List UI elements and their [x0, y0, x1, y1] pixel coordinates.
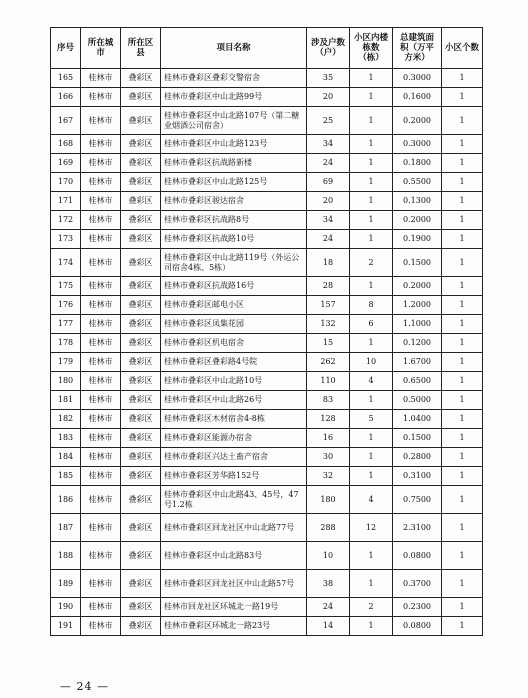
cell-community-count: 1 — [442, 542, 483, 570]
cell-district: 叠彩区 — [121, 372, 161, 391]
cell-households: 69 — [307, 173, 350, 192]
cell-area: 0.1500 — [393, 429, 442, 448]
cell-project-name: 桂林市叠彩区中山北路43、45号，47号1.2栋 — [161, 486, 307, 514]
header-index: 序号 — [51, 28, 81, 69]
cell-buildings: 1 — [350, 135, 393, 154]
header-community-count: 小区个数 — [442, 28, 483, 69]
table-row — [51, 192, 483, 211]
cell-buildings: 4 — [350, 486, 393, 514]
cell-area: 0.6500 — [393, 372, 442, 391]
cell-district: 叠彩区 — [121, 135, 161, 154]
cell-district: 叠彩区 — [121, 192, 161, 211]
cell-community-count: 1 — [442, 296, 483, 315]
cell-households: 24 — [307, 154, 350, 173]
cell-buildings: 1 — [350, 230, 393, 249]
table-row — [51, 617, 483, 636]
cell-index: 183 — [51, 429, 81, 448]
cell-index: 173 — [51, 230, 81, 249]
cell-city: 桂林市 — [81, 429, 121, 448]
cell-area: 0.2000 — [393, 277, 442, 296]
table-row — [51, 467, 483, 486]
cell-community-count: 1 — [442, 448, 483, 467]
cell-community-count: 1 — [442, 334, 483, 353]
cell-households: 180 — [307, 486, 350, 514]
table-row — [51, 211, 483, 230]
cell-city: 桂林市 — [81, 296, 121, 315]
cell-city: 桂林市 — [81, 570, 121, 598]
cell-district: 叠彩区 — [121, 154, 161, 173]
cell-index: 189 — [51, 570, 81, 598]
cell-district: 叠彩区 — [121, 296, 161, 315]
cell-project-name: 桂林市叠彩区能源办宿舍 — [161, 429, 307, 448]
cell-index: 186 — [51, 486, 81, 514]
cell-households: 24 — [307, 230, 350, 249]
cell-project-name: 桂林市叠彩区回龙社区中山北路57号 — [161, 570, 307, 598]
cell-area: 0.3000 — [393, 135, 442, 154]
cell-district: 叠彩区 — [121, 514, 161, 542]
table-row — [51, 448, 483, 467]
table-row — [51, 107, 483, 135]
cell-district: 叠彩区 — [121, 107, 161, 135]
cell-city: 桂林市 — [81, 486, 121, 514]
cell-area: 1.2000 — [393, 296, 442, 315]
cell-index: 179 — [51, 353, 81, 372]
cell-area: 0.1900 — [393, 230, 442, 249]
cell-index: 190 — [51, 598, 81, 617]
cell-area: 1.0400 — [393, 410, 442, 429]
cell-index: 170 — [51, 173, 81, 192]
cell-community-count: 1 — [442, 135, 483, 154]
cell-district: 叠彩区 — [121, 211, 161, 230]
cell-city: 桂林市 — [81, 391, 121, 410]
cell-buildings: 2 — [350, 598, 393, 617]
cell-project-name: 桂林市叠彩区中山北路123号 — [161, 135, 307, 154]
cell-community-count: 1 — [442, 315, 483, 334]
cell-community-count: 1 — [442, 570, 483, 598]
cell-buildings: 1 — [350, 69, 393, 88]
cell-community-count: 1 — [442, 467, 483, 486]
cell-project-name: 桂林市叠彩区芳华路152号 — [161, 467, 307, 486]
cell-city: 桂林市 — [81, 249, 121, 277]
cell-project-name: 桂林市叠彩区叠彩交警宿舍 — [161, 69, 307, 88]
cell-community-count: 1 — [442, 391, 483, 410]
cell-area: 0.3100 — [393, 467, 442, 486]
cell-community-count: 1 — [442, 154, 483, 173]
cell-district: 叠彩区 — [121, 617, 161, 636]
cell-community-count: 1 — [442, 372, 483, 391]
table-row — [51, 249, 483, 277]
cell-district: 叠彩区 — [121, 542, 161, 570]
cell-area: 0.2800 — [393, 448, 442, 467]
cell-project-name: 桂林市叠彩区中山北路26号 — [161, 391, 307, 410]
cell-index: 187 — [51, 514, 81, 542]
cell-households: 15 — [307, 334, 350, 353]
cell-project-name: 桂林市叠彩区邮电小区 — [161, 296, 307, 315]
cell-project-name: 桂林市叠彩区抗战路16号 — [161, 277, 307, 296]
cell-buildings: 1 — [350, 391, 393, 410]
cell-buildings: 1 — [350, 617, 393, 636]
cell-households: 128 — [307, 410, 350, 429]
table-header-row — [51, 28, 483, 69]
cell-district: 叠彩区 — [121, 334, 161, 353]
cell-area: 1.1000 — [393, 315, 442, 334]
cell-district: 叠彩区 — [121, 230, 161, 249]
cell-index: 175 — [51, 277, 81, 296]
cell-buildings: 1 — [350, 429, 393, 448]
cell-city: 桂林市 — [81, 514, 121, 542]
cell-district: 叠彩区 — [121, 570, 161, 598]
cell-project-name: 桂林市叠彩区中山北路83号 — [161, 542, 307, 570]
cell-buildings: 1 — [350, 88, 393, 107]
cell-area: 0.2300 — [393, 598, 442, 617]
cell-households: 20 — [307, 192, 350, 211]
cell-area: 2.3100 — [393, 514, 442, 542]
cell-project-name: 桂林市叠彩区抗战路新楼 — [161, 154, 307, 173]
cell-index: 182 — [51, 410, 81, 429]
cell-buildings: 12 — [350, 514, 393, 542]
table-row — [51, 391, 483, 410]
cell-community-count: 1 — [442, 173, 483, 192]
cell-community-count: 1 — [442, 353, 483, 372]
cell-area: 0.1200 — [393, 334, 442, 353]
cell-city: 桂林市 — [81, 154, 121, 173]
cell-index: 188 — [51, 542, 81, 570]
cell-households: 18 — [307, 249, 350, 277]
cell-index: 185 — [51, 467, 81, 486]
table-row — [51, 173, 483, 192]
table-row — [51, 277, 483, 296]
cell-district: 叠彩区 — [121, 467, 161, 486]
data-table-container — [50, 27, 482, 636]
cell-city: 桂林市 — [81, 467, 121, 486]
cell-city: 桂林市 — [81, 135, 121, 154]
cell-city: 桂林市 — [81, 315, 121, 334]
cell-households: 14 — [307, 617, 350, 636]
cell-city: 桂林市 — [81, 410, 121, 429]
cell-community-count: 1 — [442, 107, 483, 135]
cell-households: 32 — [307, 467, 350, 486]
cell-city: 桂林市 — [81, 334, 121, 353]
table-row — [51, 69, 483, 88]
cell-community-count: 1 — [442, 598, 483, 617]
cell-index: 167 — [51, 107, 81, 135]
cell-buildings: 1 — [350, 467, 393, 486]
cell-district: 叠彩区 — [121, 69, 161, 88]
cell-district: 叠彩区 — [121, 277, 161, 296]
cell-district: 叠彩区 — [121, 486, 161, 514]
cell-index: 180 — [51, 372, 81, 391]
cell-households: 10 — [307, 542, 350, 570]
cell-index: 166 — [51, 88, 81, 107]
cell-households: 20 — [307, 88, 350, 107]
header-households: 涉及户数（户） — [307, 28, 350, 69]
table-row — [51, 296, 483, 315]
cell-district: 叠彩区 — [121, 315, 161, 334]
cell-city: 桂林市 — [81, 617, 121, 636]
cell-area: 0.7500 — [393, 486, 442, 514]
cell-community-count: 1 — [442, 249, 483, 277]
cell-project-name: 桂林市叠彩区机电宿舍 — [161, 334, 307, 353]
cell-households: 288 — [307, 514, 350, 542]
header-buildings: 小区内楼栋数（栋） — [350, 28, 393, 69]
table-body — [51, 69, 483, 636]
cell-buildings: 1 — [350, 448, 393, 467]
cell-city: 桂林市 — [81, 598, 121, 617]
cell-project-name: 桂林市叠彩区凤集花园 — [161, 315, 307, 334]
cell-area: 0.3000 — [393, 69, 442, 88]
cell-area: 0.5000 — [393, 391, 442, 410]
table-row — [51, 353, 483, 372]
cell-community-count: 1 — [442, 429, 483, 448]
table-row — [51, 486, 483, 514]
cell-index: 174 — [51, 249, 81, 277]
cell-community-count: 1 — [442, 514, 483, 542]
cell-households: 110 — [307, 372, 350, 391]
header-project-name: 项目名称 — [161, 28, 307, 69]
cell-index: 171 — [51, 192, 81, 211]
cell-city: 桂林市 — [81, 448, 121, 467]
cell-project-name: 桂林市叠彩区骏达宿舍 — [161, 192, 307, 211]
cell-area: 0.5500 — [393, 173, 442, 192]
cell-households: 28 — [307, 277, 350, 296]
cell-city: 桂林市 — [81, 211, 121, 230]
cell-households: 157 — [307, 296, 350, 315]
cell-buildings: 1 — [350, 334, 393, 353]
cell-district: 叠彩区 — [121, 391, 161, 410]
cell-community-count: 1 — [442, 617, 483, 636]
cell-households: 25 — [307, 107, 350, 135]
cell-area: 0.3700 — [393, 570, 442, 598]
cell-buildings: 1 — [350, 173, 393, 192]
cell-buildings: 10 — [350, 353, 393, 372]
table-row — [51, 598, 483, 617]
cell-index: 165 — [51, 69, 81, 88]
cell-project-name: 桂林市叠彩区中山北路10号 — [161, 372, 307, 391]
cell-city: 桂林市 — [81, 353, 121, 372]
table-row — [51, 88, 483, 107]
cell-area: 0.1800 — [393, 154, 442, 173]
table-row — [51, 410, 483, 429]
cell-households: 132 — [307, 315, 350, 334]
cell-households: 83 — [307, 391, 350, 410]
cell-area: 0.1500 — [393, 249, 442, 277]
cell-area: 0.0800 — [393, 617, 442, 636]
header-area: 总建筑面积（万平方米） — [393, 28, 442, 69]
cell-project-name: 桂林市回龙社区环城北一路19号 — [161, 598, 307, 617]
cell-community-count: 1 — [442, 69, 483, 88]
cell-buildings: 1 — [350, 277, 393, 296]
cell-district: 叠彩区 — [121, 448, 161, 467]
table-row — [51, 372, 483, 391]
cell-households: 24 — [307, 598, 350, 617]
cell-project-name: 桂林市叠彩区环城北一路23号 — [161, 617, 307, 636]
cell-project-name: 桂林市叠彩区回龙社区中山北路77号 — [161, 514, 307, 542]
cell-buildings: 5 — [350, 410, 393, 429]
cell-area: 0.1600 — [393, 88, 442, 107]
table-row — [51, 230, 483, 249]
cell-area: 0.1300 — [393, 192, 442, 211]
cell-index: 177 — [51, 315, 81, 334]
page-number: — 24 — — [60, 680, 109, 693]
cell-district: 叠彩区 — [121, 598, 161, 617]
cell-project-name: 桂林市叠彩区中山北路99号 — [161, 88, 307, 107]
cell-buildings: 4 — [350, 372, 393, 391]
cell-project-name: 桂林市叠彩区兴达土畜产宿舍 — [161, 448, 307, 467]
cell-city: 桂林市 — [81, 88, 121, 107]
cell-index: 176 — [51, 296, 81, 315]
cell-district: 叠彩区 — [121, 353, 161, 372]
cell-index: 181 — [51, 391, 81, 410]
cell-buildings: 1 — [350, 570, 393, 598]
cell-city: 桂林市 — [81, 69, 121, 88]
cell-city: 桂林市 — [81, 542, 121, 570]
cell-project-name: 桂林市叠彩区木材宿舍4-8栋 — [161, 410, 307, 429]
table-row — [51, 135, 483, 154]
cell-index: 172 — [51, 211, 81, 230]
cell-city: 桂林市 — [81, 372, 121, 391]
table-row — [51, 429, 483, 448]
cell-community-count: 1 — [442, 410, 483, 429]
cell-index: 191 — [51, 617, 81, 636]
cell-district: 叠彩区 — [121, 173, 161, 192]
cell-project-name: 桂林市叠彩区抗战路10号 — [161, 230, 307, 249]
cell-buildings: 1 — [350, 192, 393, 211]
cell-city: 桂林市 — [81, 192, 121, 211]
header-city: 所在城市 — [81, 28, 121, 69]
cell-project-name: 桂林市叠彩区叠彩路4号院 — [161, 353, 307, 372]
cell-index: 169 — [51, 154, 81, 173]
table-row — [51, 154, 483, 173]
cell-community-count: 1 — [442, 277, 483, 296]
cell-city: 桂林市 — [81, 173, 121, 192]
renovation-project-table — [50, 27, 483, 636]
cell-households: 262 — [307, 353, 350, 372]
cell-area: 1.6700 — [393, 353, 442, 372]
cell-households: 16 — [307, 429, 350, 448]
header-district: 所在区县 — [121, 28, 161, 69]
cell-project-name: 桂林市叠彩区抗战路8号 — [161, 211, 307, 230]
cell-district: 叠彩区 — [121, 249, 161, 277]
cell-buildings: 6 — [350, 315, 393, 334]
cell-city: 桂林市 — [81, 277, 121, 296]
cell-district: 叠彩区 — [121, 88, 161, 107]
cell-community-count: 1 — [442, 486, 483, 514]
cell-buildings: 1 — [350, 211, 393, 230]
cell-index: 184 — [51, 448, 81, 467]
cell-households: 30 — [307, 448, 350, 467]
cell-community-count: 1 — [442, 230, 483, 249]
cell-buildings: 1 — [350, 542, 393, 570]
table-row — [51, 542, 483, 570]
cell-community-count: 1 — [442, 192, 483, 211]
table-row — [51, 514, 483, 542]
cell-district: 叠彩区 — [121, 429, 161, 448]
table-row — [51, 315, 483, 334]
table-row — [51, 334, 483, 353]
cell-community-count: 1 — [442, 88, 483, 107]
cell-buildings: 8 — [350, 296, 393, 315]
cell-area: 0.2000 — [393, 211, 442, 230]
cell-project-name: 桂林市叠彩区中山北路125号 — [161, 173, 307, 192]
cell-households: 34 — [307, 211, 350, 230]
cell-index: 178 — [51, 334, 81, 353]
cell-area: 0.0800 — [393, 542, 442, 570]
cell-area: 0.2000 — [393, 107, 442, 135]
cell-households: 34 — [307, 135, 350, 154]
cell-households: 38 — [307, 570, 350, 598]
cell-city: 桂林市 — [81, 107, 121, 135]
cell-project-name: 桂林市叠彩区中山北路119号（外运公司宿舍4栋、5栋） — [161, 249, 307, 277]
cell-project-name: 桂林市叠彩区中山北路107号（第二糖业烟酒公司宿舍） — [161, 107, 307, 135]
cell-buildings: 1 — [350, 107, 393, 135]
cell-index: 168 — [51, 135, 81, 154]
table-row — [51, 570, 483, 598]
cell-buildings: 1 — [350, 154, 393, 173]
cell-district: 叠彩区 — [121, 410, 161, 429]
cell-community-count: 1 — [442, 211, 483, 230]
cell-buildings: 2 — [350, 249, 393, 277]
cell-city: 桂林市 — [81, 230, 121, 249]
cell-households: 35 — [307, 69, 350, 88]
